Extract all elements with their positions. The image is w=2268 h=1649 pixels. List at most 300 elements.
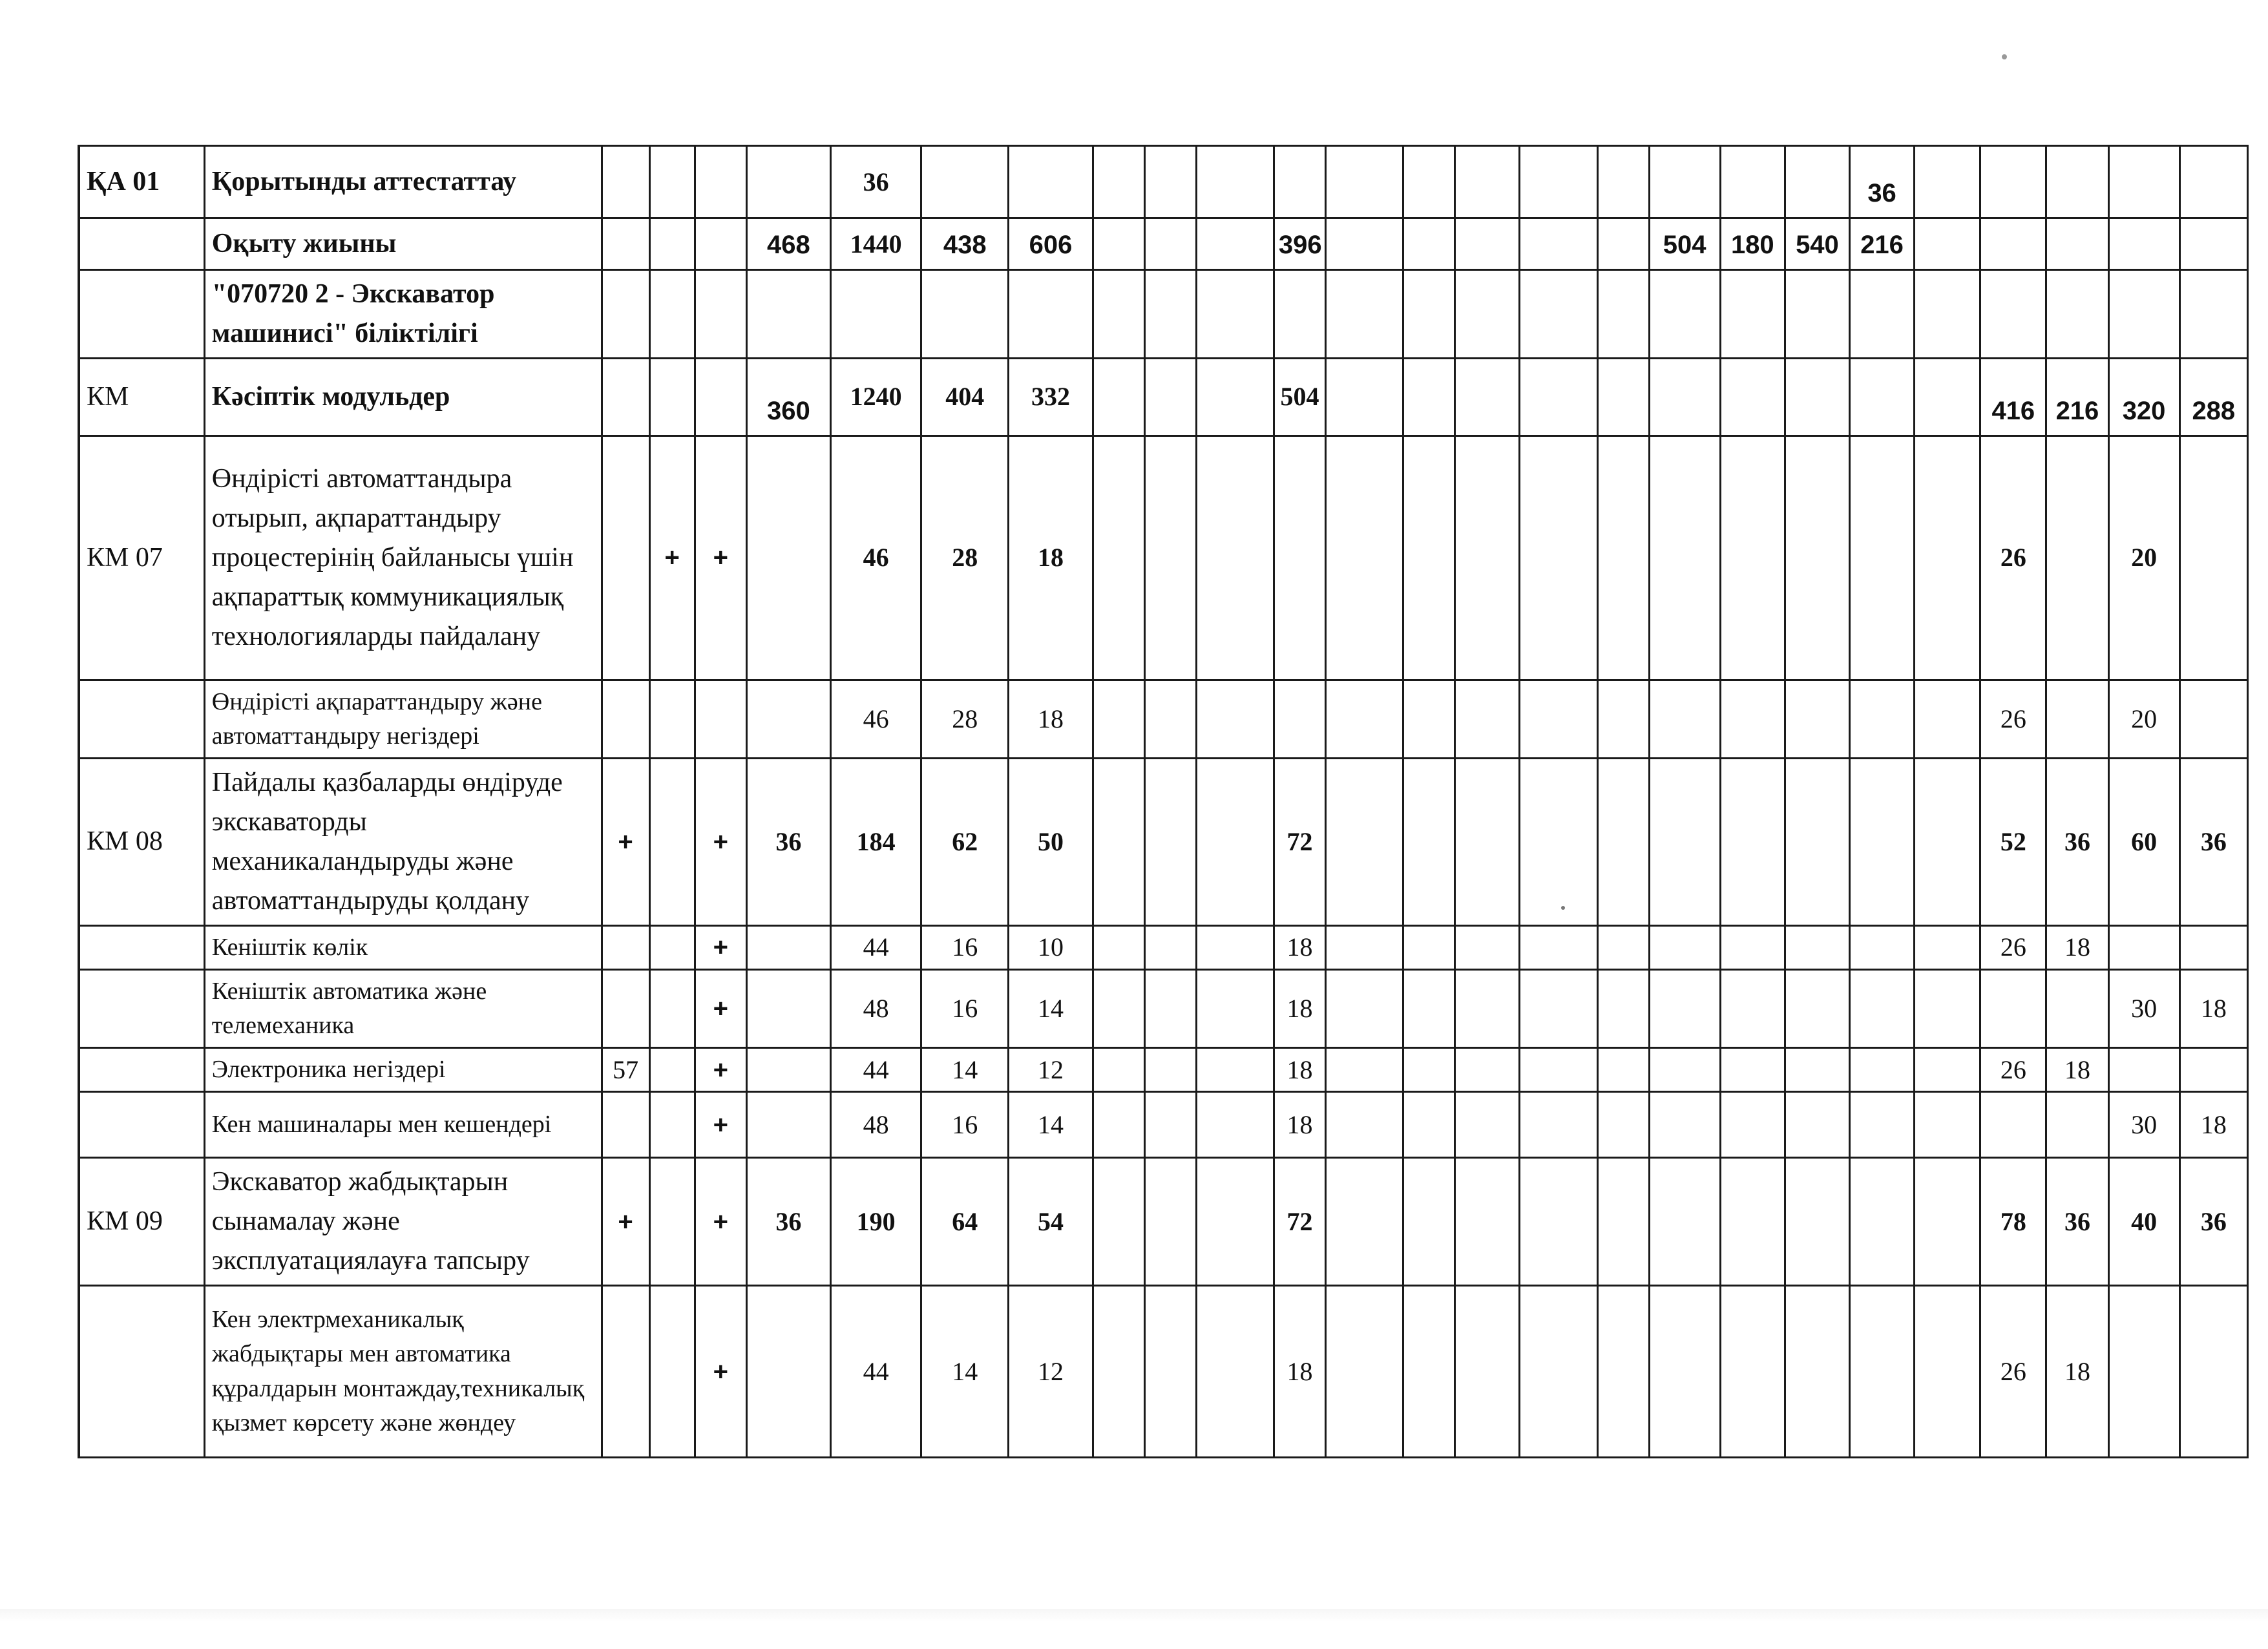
cell [1093,759,1144,926]
cell [1093,218,1144,270]
cell [602,1286,649,1458]
cell [746,270,830,359]
row-name: Экскаватор жабдықтарын сынамалау және эксплуатациялауға тапсыру [204,1158,602,1286]
cell [1144,680,1196,758]
table-row [79,358,2248,436]
cell: 30 [2108,969,2179,1047]
cell: 20 [2108,436,2179,680]
cell [1597,759,1649,926]
cell [2108,218,2179,270]
cell [1980,146,2046,218]
cell [1915,436,1980,680]
cell [1520,436,1597,680]
cell [1649,759,1720,926]
cell [1520,925,1597,969]
cell [1144,146,1196,218]
cell [1196,1092,1274,1158]
cell [746,146,830,218]
cell [1455,680,1520,758]
cell [1785,925,1849,969]
plus-mark: + [695,925,746,969]
cell [1850,1048,1915,1092]
cell [649,680,695,758]
cell [2046,146,2108,218]
cell [921,270,1009,359]
cell: 46 [831,436,921,680]
cell [1597,1158,1649,1286]
row-name: Қорытынды аттестаттау [204,146,602,218]
table-row [79,925,2248,969]
cell [1093,146,1144,218]
row-code: КМ 08 [79,759,204,926]
table-row [79,270,2248,359]
cell: 288 [2179,358,2247,436]
cell [1520,1048,1597,1092]
cell [1915,270,1980,359]
cell: 40 [2108,1158,2179,1286]
cell: 46 [831,680,921,758]
cell [1144,218,1196,270]
cell [1915,925,1980,969]
cell [1649,1048,1720,1092]
cell [1196,969,1274,1047]
cell [1455,358,1520,436]
cell [1144,1158,1196,1286]
cell: 540 [1785,218,1849,270]
cell [1455,218,1520,270]
cell: 404 [921,358,1009,436]
cell [1403,759,1455,926]
cell [1325,1158,1403,1286]
cell [1915,146,1980,218]
cell [1649,925,1720,969]
table-row [79,436,2248,680]
cell [1720,759,1785,926]
cell: 504 [1274,358,1325,436]
cell [1325,146,1403,218]
cell: 360 [746,358,830,436]
cell [1144,436,1196,680]
cell [649,969,695,1047]
cell [2179,1286,2247,1458]
cell [746,1092,830,1158]
row-code [79,270,204,359]
cell [1850,270,1915,359]
table-row [79,969,2248,1047]
row-code: КМ 09 [79,1158,204,1286]
cell: 26 [1980,436,2046,680]
cell [1785,358,1849,436]
cell [1009,146,1093,218]
cell [746,436,830,680]
cell [649,1286,695,1458]
row-code [79,1048,204,1092]
row-name: Кен машиналары мен кешендері [204,1092,602,1158]
cell: 52 [1980,759,2046,926]
cell [1520,969,1597,1047]
cell: 1240 [831,358,921,436]
cell [1196,1158,1274,1286]
cell: 57 [602,1048,649,1092]
cell [602,1092,649,1158]
table-row [79,759,2248,926]
cell [2046,969,2108,1047]
cell [695,270,746,359]
row-code [79,925,204,969]
cell [1915,1158,1980,1286]
cell [649,146,695,218]
cell [1403,969,1455,1047]
cell [1785,680,1849,758]
cell [695,146,746,218]
row-code: КМ [79,358,204,436]
cell [1597,680,1649,758]
cell [1649,270,1720,359]
cell: 26 [1980,1048,2046,1092]
cell [1597,1092,1649,1158]
cell: 16 [921,925,1009,969]
table-row [79,1158,2248,1286]
cell [1403,146,1455,218]
cell: 10 [1009,925,1093,969]
cell [1403,1286,1455,1458]
cell [1915,680,1980,758]
cell: 48 [831,1092,921,1158]
cell: 18 [1274,1092,1325,1158]
cell: 72 [1274,1158,1325,1286]
cell [695,358,746,436]
table-row [79,1048,2248,1092]
cell [1325,969,1403,1047]
cell [649,1048,695,1092]
plus-mark: + [695,969,746,1047]
cell [1196,759,1274,926]
plus-mark: + [602,1158,649,1286]
curriculum-table [78,145,2249,1458]
cell [1597,1048,1649,1092]
cell [1455,925,1520,969]
cell: 14 [921,1286,1009,1458]
cell: 54 [1009,1158,1093,1286]
cell [2179,436,2247,680]
row-code [79,969,204,1047]
cell [1196,1286,1274,1458]
cell [1915,358,1980,436]
cell: 14 [1009,1092,1093,1158]
cell [2046,218,2108,270]
cell [602,925,649,969]
cell [2108,1048,2179,1092]
cell: 36 [2046,759,2108,926]
cell [1196,680,1274,758]
cell [1785,436,1849,680]
cell [1720,925,1785,969]
cell [1649,680,1720,758]
row-code [79,218,204,270]
cell [1720,680,1785,758]
cell [1455,969,1520,1047]
cell [1720,358,1785,436]
cell [2046,270,2108,359]
cell: 14 [921,1048,1009,1092]
cell [1785,146,1849,218]
plus-mark: + [695,759,746,926]
cell [1597,969,1649,1047]
plus-mark: + [602,759,649,926]
cell [1093,1048,1144,1092]
cell [1850,1286,1915,1458]
row-code: ҚА 01 [79,146,204,218]
cell: 18 [2046,1048,2108,1092]
cell [1325,436,1403,680]
cell [1785,759,1849,926]
cell [1144,1286,1196,1458]
cell [602,146,649,218]
cell [2108,146,2179,218]
cell [1196,218,1274,270]
cell [1274,680,1325,758]
cell [602,969,649,1047]
cell [1455,1286,1520,1458]
cell [1403,1092,1455,1158]
cell [1455,146,1520,218]
cell: 20 [2108,680,2179,758]
cell: 16 [921,969,1009,1047]
cell [1093,969,1144,1047]
cell [1196,358,1274,436]
row-name: Пайдалы қазбаларды өндіруде экскаваторды механикаландыруды және автоматтандыруды қолдану [204,759,602,926]
cell: 468 [746,218,830,270]
cell: 18 [1274,969,1325,1047]
cell [1785,1092,1849,1158]
cell: 18 [1009,436,1093,680]
plus-mark: + [695,1286,746,1458]
cell: 332 [1009,358,1093,436]
cell [1093,358,1144,436]
cell [1850,358,1915,436]
cell [1144,1092,1196,1158]
cell [1325,270,1403,359]
row-name: "070720 2 - Экскаватор машинисі" біліктілігі [204,270,602,359]
cell [1196,925,1274,969]
cell [1597,1286,1649,1458]
cell: 48 [831,969,921,1047]
cell [602,218,649,270]
cell [746,925,830,969]
cell [1325,358,1403,436]
cell: 72 [1274,759,1325,926]
cell [695,218,746,270]
cell: 60 [2108,759,2179,926]
cell: 18 [2046,1286,2108,1458]
cell: 16 [921,1092,1009,1158]
cell [602,436,649,680]
cell [1325,1092,1403,1158]
cell [1144,925,1196,969]
cell [1785,969,1849,1047]
cell: 44 [831,1286,921,1458]
cell: 216 [2046,358,2108,436]
cell [695,680,746,758]
cell [1325,759,1403,926]
cell [1274,146,1325,218]
row-code [79,1286,204,1458]
cell: 396 [1274,218,1325,270]
cell [1915,1286,1980,1458]
cell [1850,969,1915,1047]
cell [1144,270,1196,359]
cell [1649,436,1720,680]
cell: 30 [2108,1092,2179,1158]
cell [1785,270,1849,359]
cell: 18 [2179,1092,2247,1158]
cell [1325,1286,1403,1458]
cell [2179,146,2247,218]
cell [1980,218,2046,270]
cell: 26 [1980,680,2046,758]
cell [746,1048,830,1092]
cell [1520,146,1597,218]
cell [1093,680,1144,758]
row-code [79,680,204,758]
cell [1597,270,1649,359]
row-name: Кеніштік көлік [204,925,602,969]
cell [1720,1092,1785,1158]
cell [1403,680,1455,758]
cell: 44 [831,925,921,969]
cell [1850,1092,1915,1158]
cell [1597,218,1649,270]
cell [649,358,695,436]
scan-edge [0,1609,2268,1622]
cell [649,1158,695,1286]
cell [1785,1286,1849,1458]
cell [1850,1158,1915,1286]
cell [1785,1048,1849,1092]
cell [1325,218,1403,270]
cell [1520,1286,1597,1458]
cell: 12 [1009,1286,1093,1458]
row-name: Кәсіптік модульдер [204,358,602,436]
cell: 504 [1649,218,1720,270]
cell [1649,1286,1720,1458]
cell [1196,436,1274,680]
cell [1274,270,1325,359]
row-code [79,1092,204,1158]
cell [649,759,695,926]
cell: 36 [2046,1158,2108,1286]
cell: 36 [2179,759,2247,926]
cell: 606 [1009,218,1093,270]
cell [1720,1286,1785,1458]
cell [1196,1048,1274,1092]
cell: 18 [1274,1286,1325,1458]
cell: 18 [1274,1048,1325,1092]
plus-mark: + [695,1158,746,1286]
cell [1403,1048,1455,1092]
cell [2108,925,2179,969]
cell [1274,436,1325,680]
row-name: Оқыту жиыны [204,218,602,270]
cell [1093,1158,1144,1286]
cell [1093,1092,1144,1158]
cell: 416 [1980,358,2046,436]
cell: 18 [1009,680,1093,758]
cell [1720,146,1785,218]
cell [1520,1158,1597,1286]
cell [1597,358,1649,436]
cell [1093,270,1144,359]
cell [649,218,695,270]
cell [1915,759,1980,926]
cell [1720,436,1785,680]
cell: 184 [831,759,921,926]
cell [2179,680,2247,758]
table-row [79,1092,2248,1158]
scan-speck [2002,54,2007,59]
cell [1915,1048,1980,1092]
cell: 216 [1850,218,1915,270]
cell [1980,1092,2046,1158]
cell [1915,218,1980,270]
cell [1850,925,1915,969]
cell: 438 [921,218,1009,270]
cell [2108,1286,2179,1458]
cell [2179,925,2247,969]
cell [1520,759,1597,926]
cell [1196,270,1274,359]
table-row [79,1286,2248,1458]
cell: 28 [921,436,1009,680]
cell: 50 [1009,759,1093,926]
cell [1720,1048,1785,1092]
cell [1915,1092,1980,1158]
cell [1520,680,1597,758]
cell [1597,436,1649,680]
cell: 78 [1980,1158,2046,1286]
cell [1980,969,2046,1047]
cell: 26 [1980,925,2046,969]
cell [746,1286,830,1458]
cell [1403,436,1455,680]
plus-mark: + [649,436,695,680]
row-name: Электроника негіздері [204,1048,602,1092]
table-row [79,680,2248,758]
cell: 180 [1720,218,1785,270]
cell [602,358,649,436]
cell: 18 [2046,925,2108,969]
cell [1720,969,1785,1047]
cell [1520,218,1597,270]
cell [649,270,695,359]
cell: 36 [746,759,830,926]
cell [1144,358,1196,436]
row-name: Кеніштік автоматика және телемеханика [204,969,602,1047]
cell: 1440 [831,218,921,270]
cell [1144,759,1196,926]
cell [1144,1048,1196,1092]
cell: 26 [1980,1286,2046,1458]
cell [1455,436,1520,680]
cell: 18 [1274,925,1325,969]
cell: 36 [746,1158,830,1286]
cell [1403,925,1455,969]
row-code: КМ 07 [79,436,204,680]
cell [746,680,830,758]
cell [1980,270,2046,359]
cell: 36 [831,146,921,218]
cell: 62 [921,759,1009,926]
